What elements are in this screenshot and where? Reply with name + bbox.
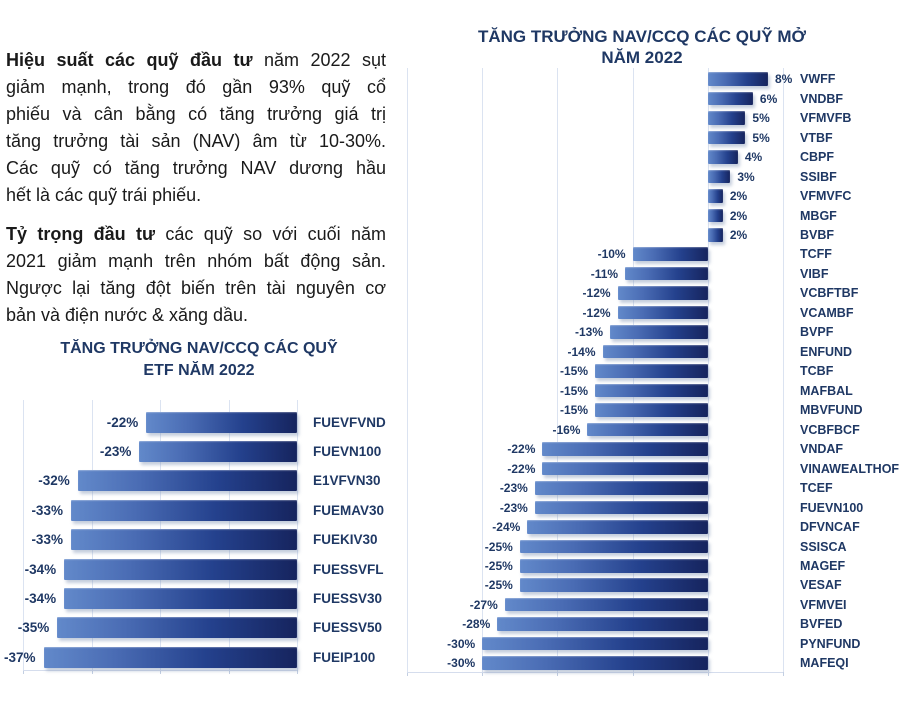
bar-VCAMBF [618,306,708,320]
gridline [783,68,784,672]
bar-value-label: -33% [31,502,63,518]
text-line: hết là các quỹ trái phiếu. [6,185,202,205]
bar-value-label: -15% [559,383,588,398]
bar-category-label: MAFBAL [800,383,853,398]
bar-VCBFBCF [587,423,707,437]
etf-chart-title-line1: TĂNG TRƯỞNG NAV/CCQ CÁC QUỸ [60,340,338,357]
axis-tick [297,670,298,674]
bar-category-label: CBPF [800,150,835,165]
text-line: 2021 giảm mạnh trên nhóm bất động sản. [6,251,386,271]
text-line: Các quỹ có tăng trưởng NAV dương hầu [6,158,386,178]
bar-value-label: 5% [752,130,770,145]
bar-FUEMAV30 [71,500,297,521]
bar-value-label: 2% [729,189,748,204]
text-line: giảm mạnh, trong đó gần 93% quỹ cổ [6,77,386,97]
bar-category-label: VTBF [800,130,833,145]
text-line: bản và điện nước & xăng dầu. [6,305,249,325]
bar-value-label: -25% [484,539,513,554]
open-funds-chart-title [450,26,834,68]
bar-value-label: -35% [17,620,50,636]
bar-category-label: FUEMAV30 [313,502,385,518]
bar-MBVFUND [595,403,708,417]
bar-category-label: BVPF [800,325,834,340]
x-axis-line [407,672,783,673]
open-funds-chart-title-line1: TĂNG TRƯỞNG NAV/CCQ CÁC QUỸ MỞ [477,27,806,46]
bar-TCBF [595,364,708,378]
bar-category-label: TCFF [800,247,832,262]
bar-value-label: -10% [597,247,626,262]
bar-category-label: VESAF [800,578,842,593]
bar-value-label: -33% [31,532,63,548]
bar-FUEVN100 [139,441,297,462]
bar-value-label: -24% [492,520,521,535]
paragraph-1 [6,47,386,209]
bar-VTBF [708,131,746,145]
bar-category-label: VFMVEI [800,597,847,612]
bar-value-label: 4% [744,150,763,165]
bar-VINAWEALTHOF [542,462,707,476]
bar-value-label: -28% [462,617,491,632]
bar-category-label: MAGEF [800,559,846,573]
lead-bold-text: Hiệu suất các quỹ đầu tư [6,50,253,70]
text-line: Hiệu suất các quỹ đầu tư năm 2022 sụt [6,50,386,70]
bar-value-label: -25% [484,559,513,573]
bar-value-label: -13% [575,325,604,340]
bar-category-label: PYNFUND [800,636,861,651]
etf-chart-title [0,338,398,382]
bar-value-label: -22% [507,461,536,476]
gridline [407,68,408,672]
bar-BVPF [610,325,708,339]
bar-category-label: VINAWEALTHOF [800,461,900,476]
text-line: phiếu và cân bằng có tăng trưởng giá trị [6,104,386,124]
bar-value-label: -23% [499,481,528,496]
bar-value-label: -25% [484,578,513,593]
bar-category-label: VNDBF [800,91,844,106]
bar-value-label: -16% [552,422,581,437]
bar-PYNFUND [482,637,708,651]
bar-category-label: FUEVN100 [313,443,382,459]
etf-chart [4,400,386,676]
text-line: Tỷ trọng đầu tư các quỹ so với cuối năm [6,224,387,244]
bar-value-label: 6% [759,91,778,106]
bar-category-label: MBGF [800,208,837,223]
bar-category-label: ENFUND [800,344,853,359]
bar-value-label: -32% [38,473,70,489]
bar-BVFED [497,617,708,631]
bar-value-label: 8% [774,72,793,87]
bar-category-label: FUEVFVND [313,414,386,430]
x-axis-line [23,670,297,671]
bar-FUESSV50 [57,617,297,638]
bar-value-label: -22% [507,442,536,457]
bar-VNDBF [708,92,753,106]
bar-SSIBF [708,170,731,184]
bar-E1VFVN30 [78,470,297,491]
gridline [297,400,298,670]
bar-category-label: E1VFVN30 [313,473,381,489]
bar-category-label: FUEVN100 [800,500,864,515]
bar-SSISCA [520,540,708,554]
bar-MAFBAL [595,384,708,398]
etf-chart-title-line2: ETF NĂM 2022 [143,362,255,379]
bar-VFMVFC [708,189,723,203]
bar-category-label: VCBFBCF [800,422,860,437]
bar-category-label: MBVFUND [800,403,863,418]
bar-MBGF [708,209,723,223]
bar-category-label: VCBFTBF [800,286,859,301]
open-funds-chart-title-line2: NĂM 2022 [601,48,683,67]
bar-VCBFTBF [618,286,708,300]
bar-VNDAF [542,442,707,456]
paragraph-2 [6,221,386,329]
bar-category-label: TCBF [800,364,834,379]
bar-ENFUND [603,345,708,359]
bar-category-label: VIBF [800,266,829,281]
bar-BVBF [708,228,723,242]
bar-value-label: 2% [729,208,748,223]
bar-category-label: VWFF [800,72,836,87]
bar-category-label: VNDAF [800,442,844,457]
bar-value-label: -34% [24,590,57,606]
bar-VESAF [520,578,708,592]
bar-value-label: -30% [447,656,476,671]
bar-value-label: -27% [469,597,498,612]
bar-category-label: VCAMBF [800,305,854,320]
bar-FUESSVFL [64,559,297,580]
bar-TCFF [633,247,708,261]
bar-value-label: -37% [4,649,36,665]
bar-value-label: -23% [99,443,132,459]
bar-category-label: TCEF [800,481,833,496]
bar-VWFF [708,72,768,86]
bar-category-label: DFVNCAF [800,520,860,535]
bar-CBPF [708,150,738,164]
bar-category-label: BVBF [800,228,835,242]
bar-DFVNCAF [527,520,707,534]
lead-bold-text: Tỷ trọng đầu tư [6,224,156,244]
text-line: Ngược lại tăng đột biến trên tài nguyên cơ [6,278,386,298]
commentary-text [6,47,386,341]
bar-value-label: 2% [729,228,748,242]
bar-category-label: MAFEQI [800,656,849,671]
axis-tick [783,672,784,676]
bar-value-label: -11% [590,266,619,281]
bar-category-label: FUEIP100 [313,649,376,665]
bar-FUEVFVND [146,412,297,433]
bar-MAFEQI [482,656,708,670]
bar-VFMVFB [708,111,746,125]
bar-VIBF [625,267,708,281]
bar-value-label: 5% [752,111,770,126]
bar-FUEKIV30 [71,529,297,550]
bar-value-label: -22% [106,414,139,430]
bar-category-label: FUESSV50 [313,620,383,636]
bar-value-label: -30% [447,636,476,651]
bar-value-label: -12% [582,305,611,320]
bar-category-label: VFMVFB [800,111,852,126]
bar-FUESSV30 [64,588,297,609]
bar-FUEIP100 [44,647,297,668]
bar-value-label: -14% [567,344,596,359]
bar-VFMVEI [505,598,708,612]
bar-category-label: SSIBF [800,169,837,184]
bar-value-label: -15% [559,364,588,379]
text-line: tăng trưởng tài sản (NAV) âm từ 10-30%. [6,131,386,151]
bar-category-label: FUESSVFL [313,561,384,577]
bar-value-label: -23% [499,500,528,515]
bar-category-label: SSISCA [800,539,847,554]
bar-value-label: 3% [737,169,755,184]
bar-MAGEF [520,559,708,573]
bar-FUEVN100 [535,501,708,515]
bar-value-label: -12% [582,286,611,301]
bar-category-label: VFMVFC [800,189,852,204]
open-funds-chart [407,68,900,678]
bar-value-label: -15% [559,403,588,418]
bar-TCEF [535,481,708,495]
bar-category-label: FUEKIV30 [313,532,378,548]
bar-category-label: BVFED [800,617,843,632]
bar-category-label: FUESSV30 [313,590,383,606]
bar-value-label: -34% [24,561,57,577]
